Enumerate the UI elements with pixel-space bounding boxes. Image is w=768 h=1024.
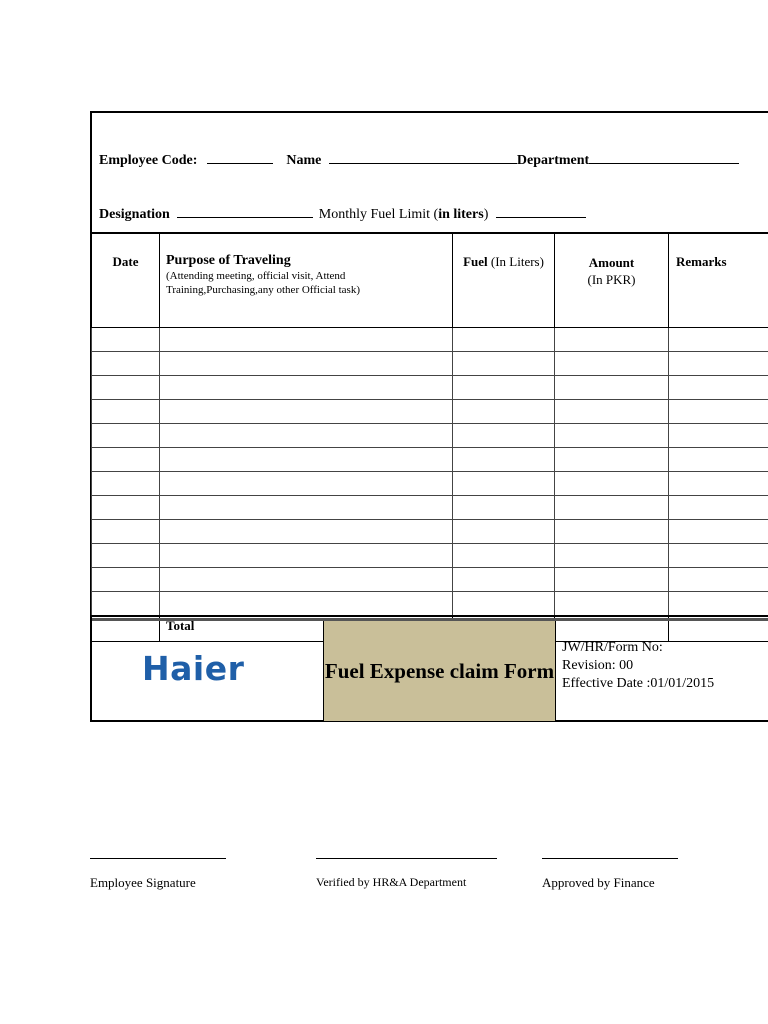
amount-cell[interactable] [555, 520, 669, 544]
remarks-cell[interactable] [669, 592, 768, 617]
purpose-cell[interactable] [160, 568, 453, 592]
hr-signature-line[interactable] [316, 858, 497, 859]
finance-signature-line[interactable] [542, 858, 678, 859]
purpose-cell[interactable] [160, 400, 453, 424]
remarks-cell[interactable] [669, 376, 768, 400]
expense-table [91, 232, 768, 642]
name-field[interactable] [329, 150, 517, 164]
table-row [92, 352, 768, 376]
fuel-header-rest: (In Liters) [487, 254, 544, 269]
fuel-cell[interactable] [453, 544, 555, 568]
form-meta [562, 639, 714, 693]
fuel-cell[interactable] [453, 448, 555, 472]
logo-cell [92, 621, 322, 721]
table-header-row [92, 233, 768, 328]
col-date-header: Date [92, 233, 160, 328]
fuel-cell[interactable] [453, 520, 555, 544]
amount-cell[interactable] [555, 400, 669, 424]
employee-code-label: Employee Code: [99, 153, 198, 168]
remarks-cell[interactable] [669, 328, 768, 352]
purpose-cell[interactable] [160, 376, 453, 400]
amount-cell[interactable] [555, 544, 669, 568]
employee-signature-label: Employee Signature [90, 875, 196, 890]
date-cell[interactable] [92, 568, 160, 592]
fuel-cell[interactable] [453, 592, 555, 617]
purpose-cell[interactable] [160, 520, 453, 544]
remarks-cell[interactable] [669, 496, 768, 520]
total-label: Total [160, 616, 453, 642]
date-cell[interactable] [92, 328, 160, 352]
table-row [92, 400, 768, 424]
col-remarks-header: Remarks [669, 233, 768, 328]
remarks-cell[interactable] [669, 520, 768, 544]
department-label: Department [516, 153, 590, 168]
form-title-cell [323, 621, 556, 721]
amount-cell[interactable] [555, 448, 669, 472]
remarks-cell[interactable] [669, 424, 768, 448]
table-row [92, 544, 768, 568]
remarks-cell[interactable] [669, 448, 768, 472]
purpose-cell[interactable] [160, 496, 453, 520]
fuel-cell[interactable] [453, 352, 555, 376]
remarks-cell[interactable] [669, 568, 768, 592]
finance-signature-label: Approved by Finance [542, 875, 655, 890]
amount-cell[interactable] [555, 472, 669, 496]
header-line-2 [99, 204, 586, 223]
finance-signature-block [542, 858, 678, 891]
remarks-cell[interactable] [669, 400, 768, 424]
designation-label: Designation [99, 207, 170, 222]
purpose-cell[interactable] [160, 472, 453, 496]
hr-signature-block [316, 858, 497, 890]
amount-cell[interactable] [555, 328, 669, 352]
hr-signature-label: Verified by HR&A Department [316, 875, 467, 889]
amount-header-bold: Amount [588, 255, 635, 270]
department-field[interactable] [589, 150, 739, 164]
table-row [92, 448, 768, 472]
fuel-claim-form [90, 111, 768, 722]
date-cell[interactable] [92, 376, 160, 400]
fuel-cell[interactable] [453, 568, 555, 592]
purpose-cell[interactable] [160, 328, 453, 352]
date-cell[interactable] [92, 352, 160, 376]
remarks-cell[interactable] [669, 544, 768, 568]
employee-signature-block [90, 858, 226, 891]
date-cell[interactable] [92, 472, 160, 496]
date-cell[interactable] [92, 592, 160, 617]
date-cell[interactable] [92, 424, 160, 448]
purpose-title: Purpose of Traveling [166, 253, 291, 268]
name-label: Name [286, 153, 322, 168]
purpose-cell[interactable] [160, 424, 453, 448]
table-row [92, 496, 768, 520]
date-cell[interactable] [92, 496, 160, 520]
table-row [92, 376, 768, 400]
date-cell[interactable] [92, 448, 160, 472]
fuel-cell[interactable] [453, 472, 555, 496]
purpose-subtitle: (Attending meeting, official visit, Attend Training,Purchasing,any other Official task) [166, 270, 360, 296]
fuel-limit-bold: in liters [438, 207, 484, 222]
amount-cell[interactable] [555, 568, 669, 592]
purpose-cell[interactable] [160, 448, 453, 472]
header-line-1 [99, 150, 739, 169]
fuel-cell[interactable] [453, 328, 555, 352]
form-effective-date: Effective Date :01/01/2015 [562, 676, 715, 691]
date-cell[interactable] [92, 544, 160, 568]
purpose-cell[interactable] [160, 592, 453, 617]
remarks-cell[interactable] [669, 352, 768, 376]
fuel-header-bold: Fuel [463, 254, 488, 269]
amount-cell[interactable] [555, 424, 669, 448]
table-row [92, 472, 768, 496]
amount-cell[interactable] [555, 592, 669, 617]
fuel-limit-suffix: ) [483, 207, 489, 222]
form-title: Fuel Expense claim Form [324, 659, 555, 683]
amount-cell[interactable] [555, 496, 669, 520]
employee-signature-line[interactable] [90, 858, 226, 859]
remarks-cell[interactable] [669, 472, 768, 496]
date-cell[interactable] [92, 520, 160, 544]
amount-header-sub: (In PKR) [587, 272, 636, 287]
purpose-cell[interactable] [160, 544, 453, 568]
table-row [92, 592, 768, 617]
form-footer [92, 618, 768, 721]
table-row [92, 328, 768, 352]
form-number: JW/HR/Form No: [562, 640, 663, 655]
haier-logo: Haier [142, 649, 245, 688]
col-fuel-header [453, 233, 555, 328]
form-revision: Revision: 00 [562, 658, 634, 673]
fuel-cell[interactable] [453, 424, 555, 448]
col-purpose-header [160, 233, 453, 328]
fuel-cell[interactable] [453, 376, 555, 400]
date-cell[interactable] [92, 400, 160, 424]
table-row [92, 568, 768, 592]
fuel-cell[interactable] [453, 496, 555, 520]
amount-cell[interactable] [555, 376, 669, 400]
purpose-cell[interactable] [160, 352, 453, 376]
employee-code-field[interactable] [207, 150, 273, 164]
designation-field[interactable] [177, 204, 313, 218]
table-row [92, 424, 768, 448]
table-row [92, 520, 768, 544]
fuel-limit-field[interactable] [496, 204, 586, 218]
amount-cell[interactable] [555, 352, 669, 376]
fuel-cell[interactable] [453, 400, 555, 424]
fuel-limit-prefix: Monthly Fuel Limit ( [318, 207, 439, 222]
col-amount-header [555, 233, 669, 328]
